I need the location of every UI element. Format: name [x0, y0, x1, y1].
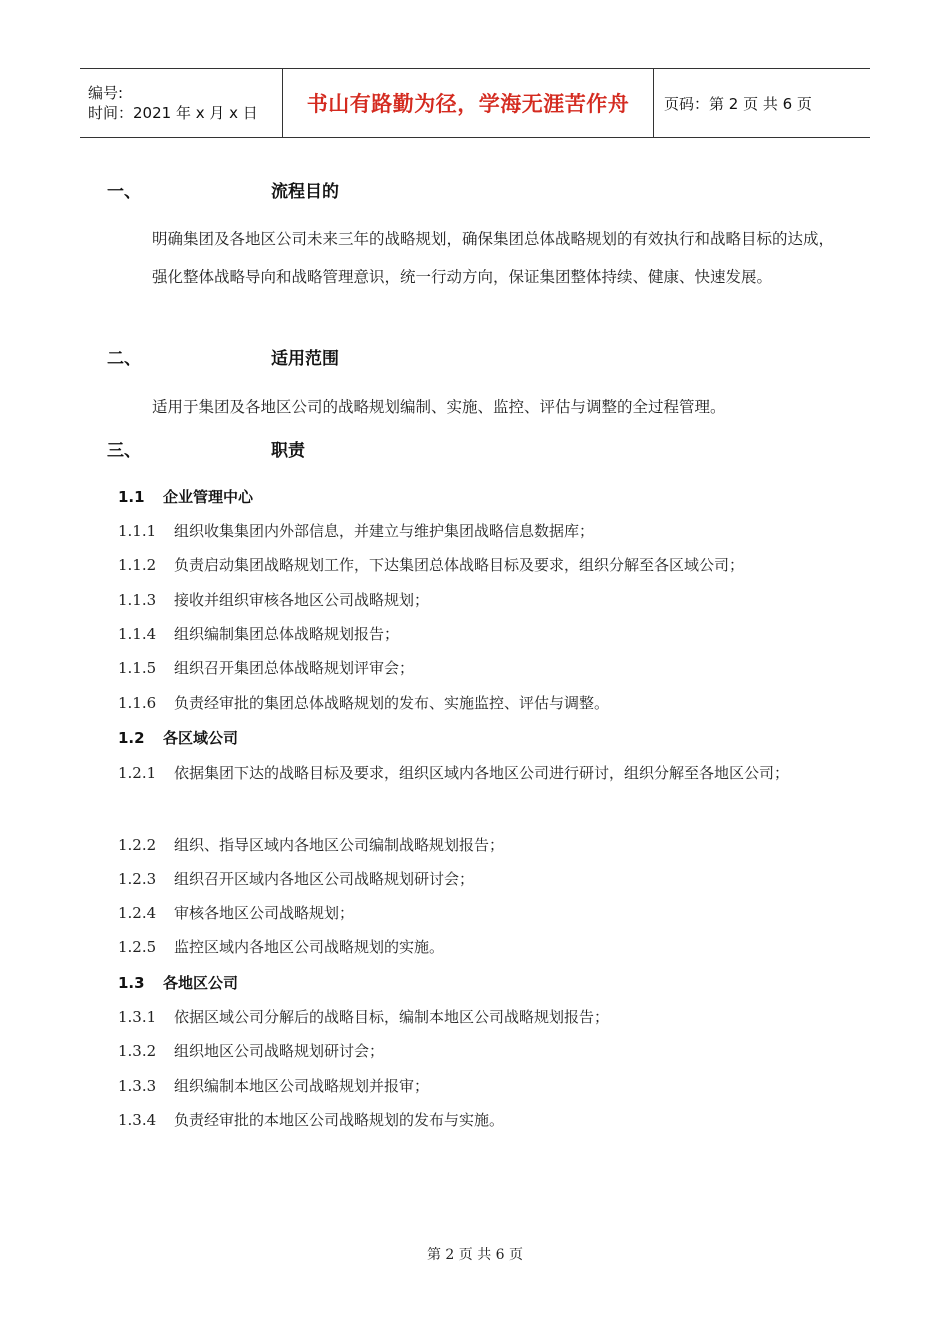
item-number: 1.1.6 [118, 694, 157, 712]
item-number: 1.1.3 [118, 591, 157, 609]
duty-item [118, 756, 838, 790]
duty-item [118, 896, 838, 930]
duty-item [118, 1103, 838, 1137]
duty-item [118, 828, 838, 862]
item-number: 1.3.1 [118, 1008, 157, 1026]
item-text: 组织召开区域内各地区公司战略规划研讨会； [174, 870, 475, 888]
item-text: 负责经审批的本地区公司战略规划的发布与实施。 [174, 1111, 505, 1129]
section-heading-scope [107, 347, 339, 371]
item-number: 1.2.3 [118, 870, 157, 888]
duty-title: 各地区公司 [163, 974, 239, 992]
purpose-paragraph: 明确集团及各地区公司未来三年的战略规划，确保集团总体战略规划的有效执行和战略目标的达成，强化整体战略导向和战略管理意识，统一行动方向，保证集团整体持续、健康、快速发展。 [152, 230, 835, 286]
item-text: 依据区域公司分解后的战略目标，编制本地区公司战略规划报告； [174, 1008, 610, 1026]
footer-page-number: 第 2 页 共 6 页 [426, 1247, 524, 1263]
item-number: 1.3.2 [118, 1042, 157, 1060]
duty-item [118, 617, 838, 651]
item-number: 1.1.2 [118, 556, 157, 574]
duty-item [118, 862, 838, 896]
duty-title: 各区域公司 [163, 729, 239, 747]
duty-item [118, 514, 838, 548]
duty-number: 1.3 [118, 974, 145, 992]
duty-item [118, 1034, 838, 1068]
section-number: 三、 [107, 441, 141, 461]
section-number: 二、 [107, 349, 141, 369]
item-text: 接收并组织审核各地区公司战略规划； [174, 591, 430, 609]
item-text: 组织编制本地区公司战略规划并报审； [174, 1077, 430, 1095]
duty-item [118, 651, 838, 685]
item-text: 组织地区公司战略规划研讨会； [174, 1042, 385, 1060]
item-text: 负责经审批的集团总体战略规划的发布、实施监控、评估与调整。 [174, 694, 610, 712]
header-motto [282, 69, 654, 137]
duty-heading-regional-companies [118, 727, 238, 749]
item-text: 监控区域内各地区公司战略规划的实施。 [174, 938, 445, 956]
section-title: 适用范围 [271, 349, 339, 369]
duty-item [118, 930, 838, 964]
header-page-info [654, 69, 870, 137]
section-heading-purpose [107, 180, 339, 204]
item-number: 1.1.4 [118, 625, 157, 643]
item-text: 组织编制集团总体战略规划报告； [174, 625, 400, 643]
duty-number: 1.2 [118, 729, 145, 747]
item-text: 组织收集集团内外部信息，并建立与维护集团战略信息数据库； [174, 522, 595, 540]
document-number-label: 编号: [88, 84, 124, 102]
page-footer [0, 1244, 950, 1264]
item-text: 负责启动集团战略规划工作，下达集团总体战略目标及要求，组织分解至各区域公司； [174, 556, 745, 574]
page-header [80, 68, 870, 138]
item-text: 审核各地区公司战略规划； [174, 904, 355, 922]
document-time-label: 时间：2021 年 x 月 x 日 [88, 104, 258, 122]
duty-item [118, 548, 838, 582]
duty-item [118, 1069, 838, 1103]
duty-heading-management-center [118, 486, 253, 508]
item-number: 1.1.1 [118, 522, 157, 540]
item-text: 依据集团下达的战略目标及要求，组织区域内各地区公司进行研讨，组织分解至各地区公司； [174, 764, 790, 782]
section-title: 职责 [271, 441, 305, 461]
header-page-label: 页码：第 2 页 共 6 页 [664, 94, 812, 113]
section-number: 一、 [107, 182, 141, 202]
section-heading-duties [107, 439, 305, 463]
item-number: 1.2.2 [118, 836, 157, 854]
item-text: 组织召开集团总体战略规划评审会； [174, 659, 415, 677]
motto-text: 书山有路勤为径，学海无涯苦作舟 [306, 92, 630, 116]
item-number: 1.1.5 [118, 659, 157, 677]
header-meta [80, 69, 282, 137]
duty-item [118, 583, 838, 617]
duty-item [118, 686, 838, 720]
item-number: 1.3.4 [118, 1111, 157, 1129]
item-number: 1.2.4 [118, 904, 157, 922]
item-number: 1.3.3 [118, 1077, 157, 1095]
duty-heading-local-companies [118, 972, 238, 994]
item-number: 1.2.1 [118, 764, 157, 782]
section-title: 流程目的 [271, 182, 339, 202]
item-number: 1.2.5 [118, 938, 157, 956]
duty-number: 1.1 [118, 488, 145, 506]
duty-item [118, 1000, 838, 1034]
duty-title: 企业管理中心 [163, 488, 254, 506]
scope-paragraph: 适用于集团及各地区公司的战略规划编制、实施、监控、评估与调整的全过程管理。 [152, 398, 726, 416]
item-text: 组织、指导区域内各地区公司编制战略规划报告； [174, 836, 505, 854]
